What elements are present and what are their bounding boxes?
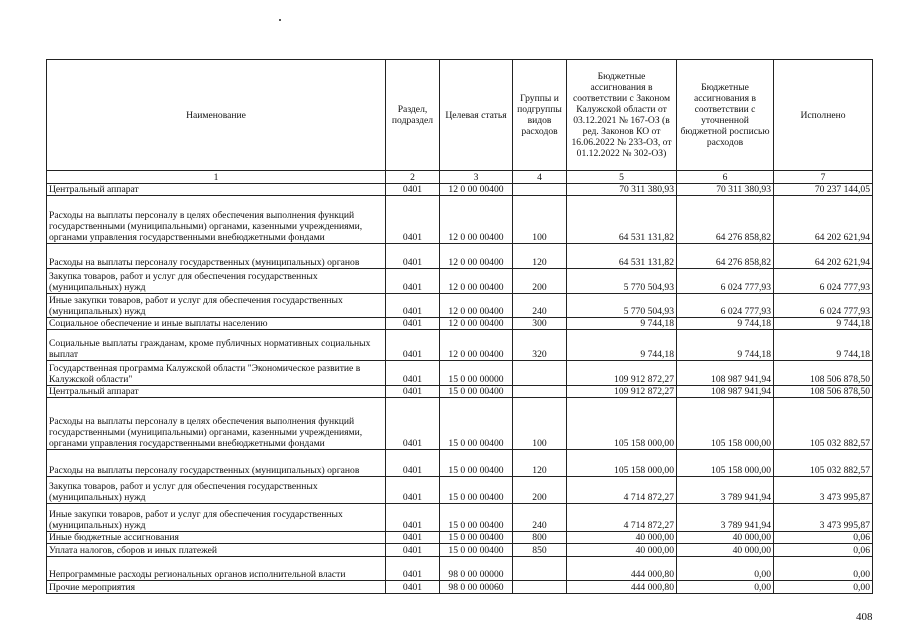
- table-row: [47, 196, 873, 244]
- table-header-row: [47, 60, 873, 171]
- table-row: [47, 184, 873, 196]
- row-name: Прочие мероприятия: [47, 581, 386, 594]
- row-name: Социальные выплаты гражданам, кроме публичных нормативных социальных выплат: [47, 330, 386, 361]
- row-target: 15 0 00 00400: [440, 504, 513, 532]
- table-row: [47, 398, 873, 450]
- row-target: 15 0 00 00400: [440, 398, 513, 450]
- row-group: 800: [513, 532, 567, 544]
- row-group: 240: [513, 294, 567, 318]
- table-row: [47, 269, 873, 294]
- row-name: Центральный аппарат: [47, 386, 386, 398]
- row-law: 5 770 504,93: [567, 269, 677, 294]
- row-refined: 64 276 858,82: [677, 196, 774, 244]
- row-executed: 9 744,18: [774, 318, 873, 330]
- row-target: 12 0 00 00400: [440, 184, 513, 196]
- row-section: 0401: [386, 330, 440, 361]
- row-law: 105 158 000,00: [567, 450, 677, 477]
- row-refined: 6 024 777,93: [677, 294, 774, 318]
- row-name: Государственная программа Калужской области "Экономическое развитие в Калужской области": [47, 361, 386, 386]
- row-executed: 64 202 621,94: [774, 196, 873, 244]
- row-target: 12 0 00 00400: [440, 244, 513, 269]
- row-law: 70 311 380,93: [567, 184, 677, 196]
- row-section: 0401: [386, 361, 440, 386]
- row-target: 12 0 00 00400: [440, 269, 513, 294]
- row-executed: 9 744,18: [774, 330, 873, 361]
- row-executed: 6 024 777,93: [774, 269, 873, 294]
- row-section: 0401: [386, 581, 440, 594]
- row-group: 200: [513, 269, 567, 294]
- header-groups: Группы и подгруппы видов расходов: [513, 60, 567, 171]
- header-refined-allocations: Бюджетные ассигнования в соответствии с уточненной бюджетной росписью расходов: [677, 60, 774, 171]
- row-target: 15 0 00 00000: [440, 361, 513, 386]
- row-group: [513, 581, 567, 594]
- table-body: [47, 184, 873, 594]
- table-row: [47, 581, 873, 594]
- row-section: 0401: [386, 557, 440, 581]
- scan-speck: [279, 19, 281, 21]
- row-refined: 9 744,18: [677, 318, 774, 330]
- row-executed: 105 032 882,57: [774, 398, 873, 450]
- row-executed: 0,00: [774, 557, 873, 581]
- row-name: Расходы на выплаты персоналу в целях обеспечения выполнения функций государственными (муниципальными) органами, казенными учреждениями, органами управления государственными внебюджетными фондами: [47, 398, 386, 450]
- row-refined: 40 000,00: [677, 544, 774, 557]
- row-executed: 0,06: [774, 532, 873, 544]
- row-name: Иные бюджетные ассигнования: [47, 532, 386, 544]
- row-refined: 0,00: [677, 557, 774, 581]
- row-group: 120: [513, 450, 567, 477]
- row-executed: 3 473 995,87: [774, 477, 873, 504]
- table-row: [47, 477, 873, 504]
- row-refined: 6 024 777,93: [677, 269, 774, 294]
- row-group: 120: [513, 244, 567, 269]
- row-target: 12 0 00 00400: [440, 294, 513, 318]
- row-section: 0401: [386, 504, 440, 532]
- row-group: [513, 361, 567, 386]
- row-executed: 108 506 878,50: [774, 386, 873, 398]
- row-law: 64 531 131,82: [567, 196, 677, 244]
- row-group: 100: [513, 398, 567, 450]
- row-section: 0401: [386, 269, 440, 294]
- column-number: 6: [677, 171, 774, 184]
- page-number: 408: [856, 611, 873, 623]
- column-number: 7: [774, 171, 873, 184]
- row-refined: 3 789 941,94: [677, 504, 774, 532]
- header-target: Целевая статья: [440, 60, 513, 171]
- row-refined: 108 987 941,94: [677, 361, 774, 386]
- header-name: Наименование: [47, 60, 386, 171]
- table-row: [47, 361, 873, 386]
- table-row: [47, 386, 873, 398]
- row-group: 100: [513, 196, 567, 244]
- row-section: 0401: [386, 184, 440, 196]
- table-row: [47, 244, 873, 269]
- row-name: Иные закупки товаров, работ и услуг для обеспечения государственных (муниципальных) нужд: [47, 504, 386, 532]
- row-refined: 9 744,18: [677, 330, 774, 361]
- column-number: 4: [513, 171, 567, 184]
- header-law-allocations: Бюджетные ассигнования в соответствии с Законом Калужской области от 03.12.2021 № 167-ОЗ (в ред. Законов КО от 16.06.2022 № 233-ОЗ, от 01.12.2022 № 302-ОЗ): [567, 60, 677, 171]
- row-name: Иные закупки товаров, работ и услуг для обеспечения государственных (муниципальных) нужд: [47, 294, 386, 318]
- row-target: 15 0 00 00400: [440, 477, 513, 504]
- row-name: Расходы на выплаты персоналу государственных (муниципальных) органов: [47, 450, 386, 477]
- row-group: 300: [513, 318, 567, 330]
- row-refined: 105 158 000,00: [677, 398, 774, 450]
- row-name: Закупка товаров, работ и услуг для обеспечения государственных (муниципальных) нужд: [47, 269, 386, 294]
- row-section: 0401: [386, 477, 440, 504]
- row-law: 4 714 872,27: [567, 504, 677, 532]
- row-name: Расходы на выплаты персоналу в целях обеспечения выполнения функций государственными (муниципальными) органами, казенными учреждениями, органами управления государственными внебюджетными фондами: [47, 196, 386, 244]
- row-name: Социальное обеспечение и иные выплаты населению: [47, 318, 386, 330]
- row-law: 109 912 872,27: [567, 361, 677, 386]
- table-row: [47, 450, 873, 477]
- row-law: 40 000,00: [567, 532, 677, 544]
- header-executed: Исполнено: [774, 60, 873, 171]
- row-executed: 108 506 878,50: [774, 361, 873, 386]
- column-number: 5: [567, 171, 677, 184]
- row-target: 98 0 00 00060: [440, 581, 513, 594]
- column-number-row: [47, 171, 873, 184]
- row-group: 200: [513, 477, 567, 504]
- table-row: [47, 330, 873, 361]
- row-law: 109 912 872,27: [567, 386, 677, 398]
- row-section: 0401: [386, 544, 440, 557]
- header-section: Раздел, подраздел: [386, 60, 440, 171]
- row-group: 320: [513, 330, 567, 361]
- row-executed: 64 202 621,94: [774, 244, 873, 269]
- row-target: 15 0 00 00400: [440, 450, 513, 477]
- row-group: [513, 557, 567, 581]
- row-section: 0401: [386, 450, 440, 477]
- row-executed: 0,00: [774, 581, 873, 594]
- row-executed: 105 032 882,57: [774, 450, 873, 477]
- column-number: 2: [386, 171, 440, 184]
- row-law: 9 744,18: [567, 330, 677, 361]
- row-refined: 40 000,00: [677, 532, 774, 544]
- column-number: 1: [47, 171, 386, 184]
- table-row: [47, 557, 873, 581]
- table-row: [47, 532, 873, 544]
- row-name: Центральный аппарат: [47, 184, 386, 196]
- row-executed: 6 024 777,93: [774, 294, 873, 318]
- row-law: 444 000,80: [567, 557, 677, 581]
- table-row: [47, 294, 873, 318]
- row-law: 444 000,80: [567, 581, 677, 594]
- row-refined: 108 987 941,94: [677, 386, 774, 398]
- row-law: 40 000,00: [567, 544, 677, 557]
- row-law: 9 744,18: [567, 318, 677, 330]
- row-group: [513, 386, 567, 398]
- row-refined: 0,00: [677, 581, 774, 594]
- row-group: 240: [513, 504, 567, 532]
- row-name: Непрограммные расходы региональных органов исполнительной власти: [47, 557, 386, 581]
- row-section: 0401: [386, 244, 440, 269]
- row-group: 850: [513, 544, 567, 557]
- row-group: [513, 184, 567, 196]
- row-section: 0401: [386, 294, 440, 318]
- column-number: 3: [440, 171, 513, 184]
- row-target: 12 0 00 00400: [440, 196, 513, 244]
- row-section: 0401: [386, 532, 440, 544]
- row-target: 15 0 00 00400: [440, 386, 513, 398]
- row-section: 0401: [386, 398, 440, 450]
- budget-table: [46, 59, 873, 594]
- row-section: 0401: [386, 196, 440, 244]
- row-target: 15 0 00 00400: [440, 532, 513, 544]
- row-refined: 70 311 380,93: [677, 184, 774, 196]
- row-name: Закупка товаров, работ и услуг для обеспечения государственных (муниципальных) нужд: [47, 477, 386, 504]
- row-target: 98 0 00 00000: [440, 557, 513, 581]
- row-executed: 3 473 995,87: [774, 504, 873, 532]
- row-target: 12 0 00 00400: [440, 318, 513, 330]
- row-refined: 64 276 858,82: [677, 244, 774, 269]
- table-row: [47, 318, 873, 330]
- row-law: 5 770 504,93: [567, 294, 677, 318]
- row-section: 0401: [386, 386, 440, 398]
- row-refined: 3 789 941,94: [677, 477, 774, 504]
- row-target: 12 0 00 00400: [440, 330, 513, 361]
- row-executed: 70 237 144,05: [774, 184, 873, 196]
- row-name: Расходы на выплаты персоналу государственных (муниципальных) органов: [47, 244, 386, 269]
- row-executed: 0,06: [774, 544, 873, 557]
- row-section: 0401: [386, 318, 440, 330]
- table-row: [47, 544, 873, 557]
- table-row: [47, 504, 873, 532]
- row-law: 64 531 131,82: [567, 244, 677, 269]
- row-law: 4 714 872,27: [567, 477, 677, 504]
- row-refined: 105 158 000,00: [677, 450, 774, 477]
- row-name: Уплата налогов, сборов и иных платежей: [47, 544, 386, 557]
- row-target: 15 0 00 00400: [440, 544, 513, 557]
- row-law: 105 158 000,00: [567, 398, 677, 450]
